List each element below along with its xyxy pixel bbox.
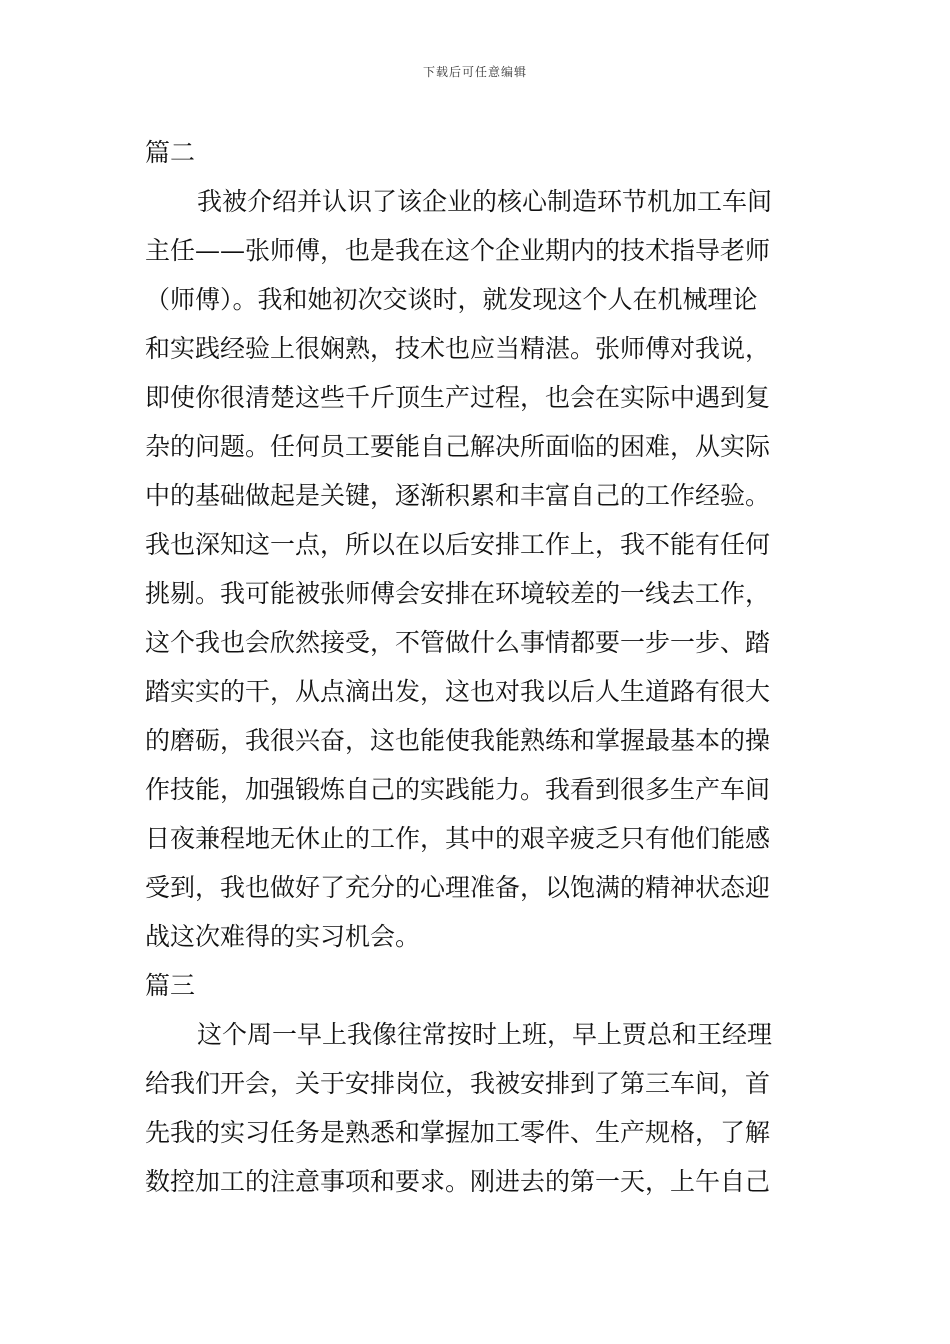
section-heading: 篇二	[145, 138, 196, 167]
paragraph-line: 日夜兼程地无休止的工作，其中的艰辛疲乏只有他们能感	[145, 824, 771, 853]
paragraph-line: 主任——张师傅，也是我在这个企业期内的技术指导老师	[145, 236, 771, 265]
paragraph-line: 即使你很清楚这些千斤顶生产过程，也会在实际中遇到复	[145, 383, 771, 412]
page-header-caption: 下载后可任意编辑	[422, 65, 527, 79]
paragraph-line: 这个周一早上我像往常按时上班，早上贾总和王经理	[197, 1020, 773, 1049]
paragraph-line: 中的基础做起是关键，逐渐积累和丰富自己的工作经验。	[145, 481, 771, 510]
document-body	[145, 128, 810, 1206]
paragraph-line: （师傅）。我和她初次交谈时，就发现这个人在机械理论	[145, 285, 758, 314]
section-heading: 篇三	[145, 971, 196, 1000]
paragraph-line: 踏实实的干，从点滴出发，这也对我以后人生道路有很大	[145, 677, 771, 706]
paragraph-line: 受到，我也做好了充分的心理准备，以饱满的精神状态迎	[145, 873, 771, 902]
paragraph-line: 给我们开会，关于安排岗位，我被安排到了第三车间，首	[145, 1069, 771, 1098]
paragraph-line: 战这次难得的实习机会。	[145, 922, 421, 951]
paragraph-line: 这个我也会欣然接受，不管做什么事情都要一步一步、踏	[145, 628, 771, 657]
paragraph-line: 的磨砺，我很兴奋，这也能使我能熟练和掌握最基本的操	[145, 726, 771, 755]
paragraph-line: 作技能，加强锻炼自己的实践能力。我看到很多生产车间	[145, 775, 771, 804]
paragraph-line: 杂的问题。任何员工要能自己解决所面临的困难，从实际	[145, 432, 771, 461]
paragraph-line: 数控加工的注意事项和要求。刚进去的第一天，上午自己	[145, 1167, 771, 1196]
paragraph-line: 和实践经验上很娴熟，技术也应当精湛。张师傅对我说，	[145, 334, 771, 363]
paragraph-line: 先我的实习任务是熟悉和掌握加工零件、生产规格，了解	[145, 1118, 771, 1147]
paragraph-line: 挑剔。我可能被张师傅会安排在环境较差的一线去工作，	[145, 579, 771, 608]
paragraph-line: 我被介绍并认识了该企业的核心制造环节机加工车间	[197, 187, 773, 216]
paragraph-line: 我也深知这一点，所以在以后安排工作上，我不能有任何	[145, 530, 771, 559]
